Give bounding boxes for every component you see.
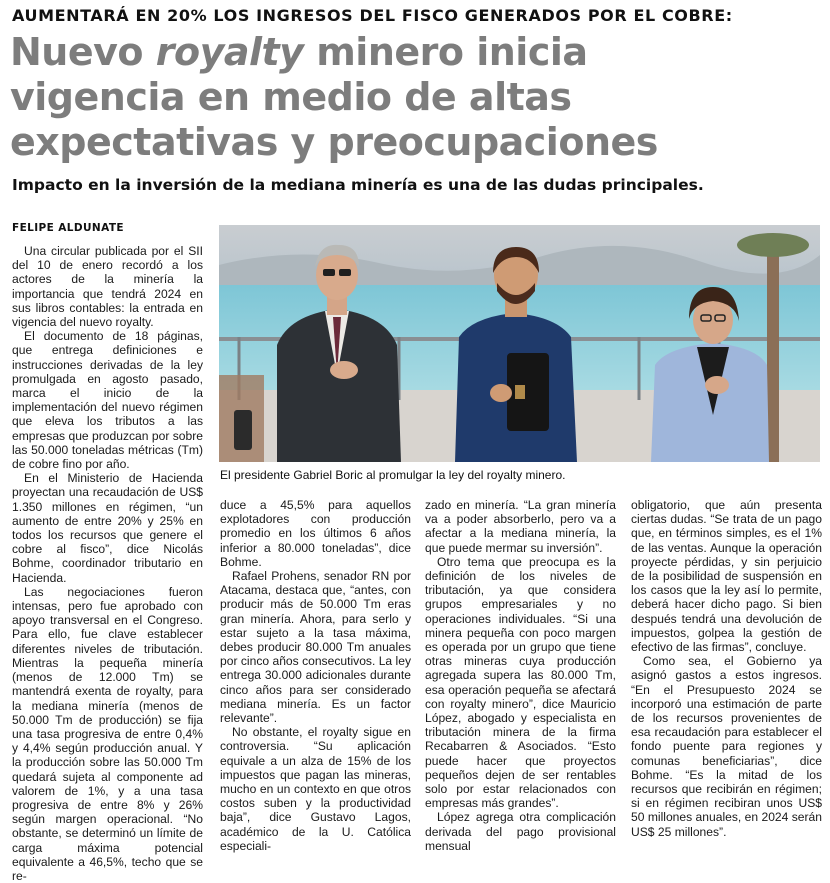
photo-illustration — [219, 225, 820, 462]
paragraph: obligatorio, que aún presenta ciertas dudas. “Se trata de un pago que, en términos simples, es el 1% de las ventas. Aunque la operación proyecte pérdidas, y sin perjuicio de la posibilidad de suspensión en los casos que la ley así lo permite, deberá hacer dicho pago. Si bien después tendrá una devolución de impuestos, golpea la gestión de efectivo de las firmas”, concluye. — [631, 498, 822, 655]
kicker: AUMENTARÁ EN 20% LOS INGRESOS DEL FISCO GENERADOS POR EL COBRE: — [12, 6, 733, 25]
news-photo — [219, 225, 820, 462]
paragraph: El documento de 18 páginas, que entrega definiciones e instrucciones derivadas de la ley promulgada en agosto pasado, marca el inicio de la implementación del nuevo régimen que eleva los tributos a las empresas que produzcan por sobre las 50.000 toneladas métricas (Tm) de cobre fino por año. — [12, 329, 203, 472]
column-4 — [631, 498, 822, 839]
column-3 — [425, 498, 616, 853]
headline-line-1-post: minero inicia — [303, 30, 588, 74]
paragraph: Otro tema que preocupa es la definición de los niveles de tributación, ya que considera grupos empresariales y no operaciones individuales. “Si una minera pequeña con poco margen es operada por un grupo que tiene otras mineras cuya producción agregada supera las 80.000 Tm, esa operación pequeña se afectará con royalty minero”, dice Mauricio López, abogado y especialista en tributación minera de la firma Recabarren & Asociados. “Esto puede hacer que proyectos pequeños dejen de ser rentables solo por estar relacionados con empresas más grandes”. — [425, 554, 616, 811]
byline: FELIPE ALDUNATE — [12, 222, 124, 234]
headline-line-2: vigencia en medio de altas — [10, 75, 572, 119]
paragraph: Como sea, el Gobierno ya asignó gastos a estos ingresos. “En el Presupuesto 2024 se incorporó una estimación de parte de los recursos provenientes de esa recaudación para establecer el fondo puente para regiones y comunas beneficiarias”, dice Bohme. “Es la mitad de los recursos que recibirán en régimen; si en régimen recibiran unos US$ 50 millones anuales, en 2024 serán US$ 25 millones”. — [631, 654, 822, 839]
headline-emphasis: royalty — [155, 30, 304, 74]
headline-line-1 — [10, 30, 825, 75]
paragraph: No obstante, el royalty sigue en controversia. “Su aplicación equivale a un alza de 15% de los impuestos que pagan las mineras, mucho en un contexto en que otros costos suben y la productividad baja”, dice Gustavo Lagos, académico de la U. Católica especiali- — [220, 725, 411, 853]
paragraph: duce a 45,5% para aquellos explotadores con producción promedio en los últimos 6 años inferior a 80.000 toneladas”, dice Bohme. — [220, 498, 411, 569]
column-1 — [12, 244, 203, 883]
photo-caption: El presidente Gabriel Boric al promulgar la ley del royalty minero. — [220, 468, 566, 482]
paragraph: López agrega otra complicación derivada del pago provisional mensual — [425, 810, 616, 853]
headline-line-3: expectativas y preocupaciones — [10, 120, 658, 164]
headline-line-1-pre: Nuevo — [10, 30, 156, 74]
paragraph: Las negociaciones fueron intensas, pero fue aprobado con apoyo transversal en el Congreso. Para ello, fue clave establecer diferentes niveles de tributación. Mientras la pequeña minería (menos de 12.000 Tm) se mantendrá exenta de royalty, para la mediana minería (menos de 50.000 Tm de producción) se fija una tasa progresiva de entre 0,4% y 4,4% según producción anual. Y la producción sobre las 50.000 Tm quedará sujeta al componente ad valorem de 1%, y a una tasa progresiva de entre 8% y 26% según margen operacional. “No obstante, se determinó un límite de carga máxima potencial equivalente a 46,5%, techo que se re- — [12, 584, 203, 883]
paragraph: Una circular publicada por el SII del 10 de enero recordó a los actores de la minería la importancia que tendrá 2024 en sus libros contables: la entrada en vigencia del nuevo royalty. — [12, 244, 203, 330]
paragraph: En el Ministerio de Hacienda proyectan una recaudación de US$ 1.350 millones en régimen, “un aumento de entre 20% y 25% en todos los recursos que genere el cobre al fisco”, dice Nicolás Bohme, coordinador tributario en Hacienda. — [12, 471, 203, 585]
deck: Impacto en la inversión de la mediana minería es una de las dudas principales. — [12, 176, 704, 194]
paragraph: zado en minería. “La gran minería va a poder absorberlo, pero va a afectar a la mediana minería, la que puede mermar su inversión”. — [425, 498, 616, 555]
headline — [10, 30, 825, 165]
paragraph: Rafael Prohens, senador RN por Atacama, destaca que, “antes, con producir más de 50.000 Tm eras gran minería. Ahora, para serlo y estar sujeto a la tasa máxima, debes producir 80.000 Tm anuales por cinco años consecutivos. La ley entrega 30.000 adicionales durante cinco años para ser considerado mediana minería. Es un factor relevante”. — [220, 569, 411, 726]
column-2 — [220, 498, 411, 853]
